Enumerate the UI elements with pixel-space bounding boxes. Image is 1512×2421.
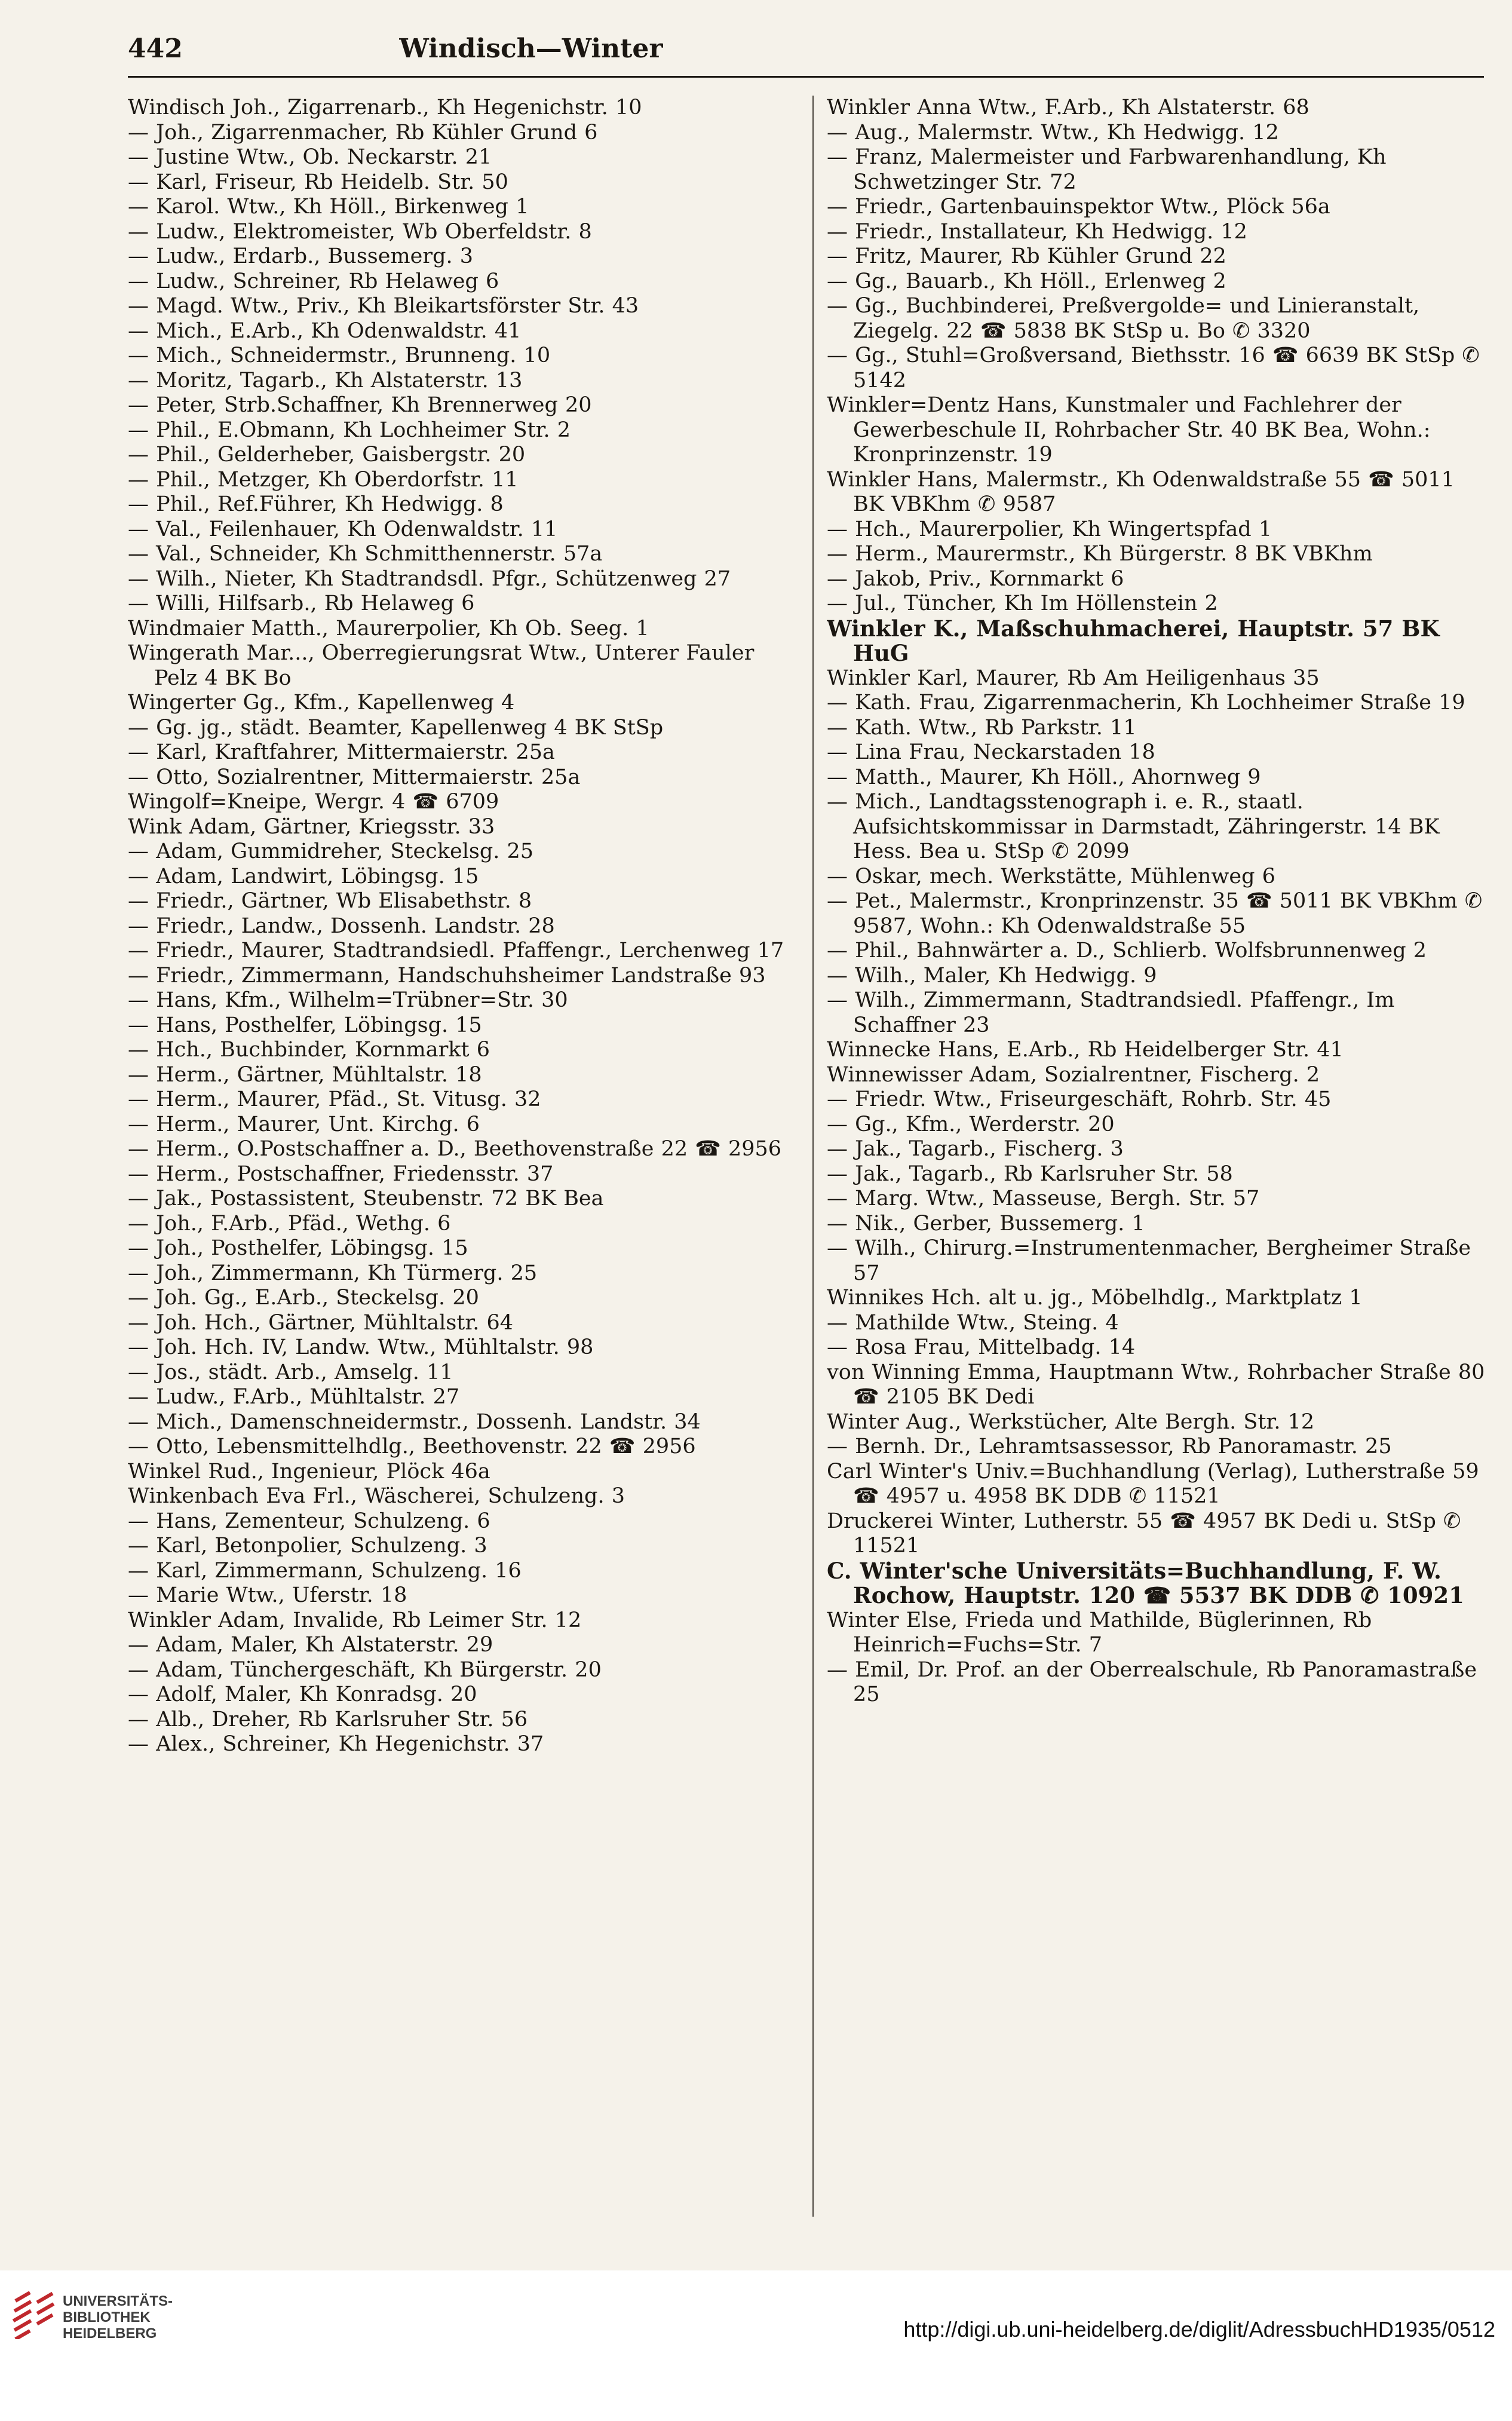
directory-entry: — Hans, Kfm., Wilhelm=Trübner=Str. 30	[128, 988, 568, 1012]
directory-entry: — Phil., Bahnwärter a. D., Schlierb. Wolfsbrunnenweg 2	[827, 939, 1427, 963]
directory-entry: — Kath. Wtw., Rb Parkstr. 11	[827, 715, 1137, 740]
footer-bar	[0, 2270, 1512, 2421]
directory-entry: — Moritz, Tagarb., Kh Alstaterstr. 13	[128, 368, 523, 393]
directory-entry: Winkler=Dentz Hans, Kunstmaler und Fachlehrer der Gewerbeschule II, Rohrbacher Str. 40 BK Bea, Wohn.: Kronprinzenstr. 19	[827, 393, 1431, 467]
directory-entry: Windmaier Matth., Maurerpolier, Kh Ob. Seeg. 1	[128, 616, 649, 641]
directory-entry: — Karol. Wtw., Kh Höll., Birkenweg 1	[128, 195, 529, 219]
directory-entry: — Jakob, Priv., Kornmarkt 6	[827, 566, 1124, 591]
directory-entry: — Jos., städt. Arb., Amselg. 11	[128, 1360, 453, 1384]
directory-entry: — Adam, Gummidreher, Steckelsg. 25	[128, 839, 534, 863]
directory-entry: — Karl, Friseur, Rb Heidelb. Str. 50	[128, 170, 508, 194]
source-url-link[interactable]: http://digi.ub.uni-heidelberg.de/diglit/AdressbuchHD1935/0512	[903, 2317, 1495, 2342]
library-name-line: UNIVERSITÄTS-	[63, 2293, 173, 2309]
directory-entry: Winnewisser Adam, Sozialrentner, Fischerg. 2	[827, 1062, 1320, 1087]
directory-entry: — Willi, Hilfsarb., Rb Helaweg 6	[128, 592, 475, 615]
directory-entry: Wink Adam, Gärtner, Kriegsstr. 33	[128, 814, 495, 839]
directory-entry: Windisch Joh., Zigarrenarb., Kh Hegenichstr. 10	[128, 96, 642, 119]
directory-entry: Winkenbach Eva Frl., Wäscherei, Schulzeng. 3	[128, 1484, 625, 1508]
directory-entry: Wingerter Gg., Kfm., Kapellenweg 4	[128, 691, 515, 715]
directory-entry: — Otto, Lebensmittelhdlg., Beethovenstr. 22 ☎ 2956	[128, 1435, 696, 1458]
directory-entry: — Herm., O.Postschaffner a. D., Beethovenstraße 22 ☎ 2956	[128, 1137, 782, 1161]
directory-entry: — Mich., Schneidermstr., Brunneng. 10	[128, 344, 551, 367]
running-head: Windisch—Winter	[399, 33, 663, 64]
directory-entry: — Jak., Postassistent, Steubenstr. 72 BK Bea	[128, 1187, 604, 1210]
directory-entry: — Friedr., Gärtner, Wb Elisabethstr. 8	[128, 889, 532, 913]
directory-entry: — Friedr. Wtw., Friseurgeschäft, Rohrb. Str. 45	[827, 1087, 1332, 1111]
directory-entry: Winkel Rud., Ingenieur, Plöck 46a	[128, 1459, 490, 1484]
directory-entry: — Alb., Dreher, Rb Karlsruher Str. 56	[128, 1707, 528, 1732]
directory-entry: — Friedr., Installateur, Kh Hedwigg. 12	[827, 219, 1247, 244]
page-number: 442	[128, 33, 183, 64]
column-divider	[812, 96, 814, 2217]
directory-entry: — Joh., F.Arb., Pfäd., Wethg. 6	[128, 1211, 451, 1236]
directory-entry: — Phil., Ref.Führer, Kh Hedwigg. 8	[128, 492, 504, 516]
directory-entry: — Herm., Postschaffner, Friedensstr. 37	[128, 1162, 554, 1186]
directory-entry: — Friedr., Gartenbauinspektor Wtw., Plöck 56a	[827, 195, 1330, 219]
right-column	[827, 96, 1490, 2223]
directory-entry: — Phil., Gelderheber, Gaisbergstr. 20	[128, 443, 526, 467]
directory-entry: — Jul., Tüncher, Kh Im Höllenstein 2	[827, 592, 1218, 615]
directory-entry: — Karl, Betonpolier, Schulzeng. 3	[128, 1534, 487, 1558]
directory-entry: — Joh. Hch. IV, Landw. Wtw., Mühltalstr. 98	[128, 1335, 594, 1359]
directory-entry: — Gg., Buchbinderei, Preßvergolde= und Linieranstalt, Ziegelg. 22 ☎ 5838 BK StSp u. Bo ✆ 3320	[827, 294, 1420, 343]
directory-entry: — Ludw., Elektromeister, Wb Oberfeldstr. 8	[128, 219, 592, 244]
library-name	[63, 2293, 218, 2342]
directory-entry: — Ludw., Schreiner, Rb Helaweg 6	[128, 269, 499, 293]
left-column-entries	[128, 96, 800, 1757]
directory-entry: — Franz, Malermeister und Farbwarenhandlung, Kh Schwetzinger Str. 72	[827, 145, 1387, 194]
directory-entry: — Adolf, Maler, Kh Konradsg. 20	[128, 1683, 477, 1706]
directory-entry: — Adam, Tünchergeschäft, Kh Bürgerstr. 20	[128, 1657, 602, 1682]
directory-entry: — Herm., Maurermstr., Kh Bürgerstr. 8 BK VBKhm	[827, 542, 1373, 566]
directory-entry: — Karl, Zimmermann, Schulzeng. 16	[128, 1558, 522, 1583]
directory-entry: — Bernh. Dr., Lehramtsassessor, Rb Panoramastr. 25	[827, 1435, 1392, 1458]
directory-entry: Winter Else, Frieda und Mathilde, Büglerinnen, Rb Heinrich=Fuchs=Str. 7	[827, 1608, 1372, 1657]
directory-entry: — Alex., Schreiner, Kh Hegenichstr. 37	[128, 1732, 544, 1756]
directory-entry: Winkler Anna Wtw., F.Arb., Kh Alstaterstr. 68	[827, 96, 1309, 119]
directory-entry: — Joh., Zimmermann, Kh Türmerg. 25	[128, 1261, 538, 1285]
page-header	[128, 31, 934, 67]
directory-entry: — Phil., Metzger, Kh Oberdorfstr. 11	[128, 467, 519, 492]
left-column	[128, 96, 800, 2223]
directory-entry: — Ludw., F.Arb., Mühltalstr. 27	[128, 1385, 460, 1409]
directory-entry: — Oskar, mech. Werkstätte, Mühlenweg 6	[827, 864, 1275, 888]
directory-entry: Druckerei Winter, Lutherstr. 55 ☎ 4957 BK Dedi u. StSp ✆ 11521	[827, 1509, 1461, 1558]
directory-entry: — Phil., E.Obmann, Kh Lochheimer Str. 2	[128, 418, 571, 442]
directory-entry: Winkler Karl, Maurer, Rb Am Heiligenhaus 35	[827, 666, 1320, 690]
directory-entry: Winkler Adam, Invalide, Rb Leimer Str. 12	[128, 1608, 582, 1632]
directory-entry: — Rosa Frau, Mittelbadg. 14	[827, 1335, 1136, 1359]
directory-entry: — Val., Schneider, Kh Schmitthennerstr. 57a	[128, 542, 603, 566]
directory-entry: — Matth., Maurer, Kh Höll., Ahornweg 9	[827, 765, 1261, 789]
directory-entry: — Joh. Hch., Gärtner, Mühltalstr. 64	[128, 1310, 514, 1335]
directory-entry: — Joh., Zigarrenmacher, Rb Kühler Grund 6	[128, 120, 598, 145]
directory-entry: — Friedr., Maurer, Stadtrandsiedl. Pfaffengr., Lerchenweg 17	[128, 939, 784, 963]
directory-entry: Winkler Hans, Malermstr., Kh Odenwaldstraße 55 ☎ 5011 BK VBKhm ✆ 9587	[827, 467, 1455, 516]
directory-entry: — Ludw., Erdarb., Bussemerg. 3	[128, 244, 474, 268]
directory-entry: — Mich., E.Arb., Kh Odenwaldstr. 41	[128, 318, 522, 343]
directory-entry: — Adam, Maler, Kh Alstaterstr. 29	[128, 1633, 493, 1657]
directory-entry: — Fritz, Maurer, Rb Kühler Grund 22	[827, 244, 1226, 268]
directory-entry: — Herm., Gärtner, Mühltalstr. 18	[128, 1062, 482, 1087]
directory-entry: Winnikes Hch. alt u. jg., Möbelhdlg., Marktplatz 1	[827, 1286, 1363, 1310]
directory-entry: — Adam, Landwirt, Löbingsg. 15	[128, 864, 479, 888]
directory-entry: — Hans, Posthelfer, Löbingsg. 15	[128, 1013, 482, 1037]
directory-entry: — Mich., Landtagsstenograph i. e. R., staatl. Aufsichtskommissar in Darmstadt, Zähringerstr. 14 BK Hess. Bea u. StSp ✆ 2099	[827, 790, 1440, 863]
directory-entry: — Hans, Zementeur, Schulzeng. 6	[128, 1509, 490, 1533]
directory-entry: — Hch., Maurerpolier, Kh Wingertspfad 1	[827, 517, 1272, 541]
directory-entry: — Gg., Stuhl=Großversand, Biethsstr. 16 ☎ 6639 BK StSp ✆ 5142	[827, 344, 1480, 393]
directory-entry: C. Winter'sche Universitäts=Buchhandlung, F. W. Rochow, Hauptstr. 120 ☎ 5537 BK DDB ✆ 10921	[827, 1557, 1464, 1608]
directory-entry: — Otto, Sozialrentner, Mittermaierstr. 25a	[128, 765, 581, 789]
directory-entry: — Pet., Malermstr., Kronprinzenstr. 35 ☎ 5011 BK VBKhm ✆ 9587, Wohn.: Kh Odenwaldstraße 55	[827, 889, 1483, 938]
library-name-line: HEIDELBERG	[63, 2325, 157, 2342]
directory-entry: — Wilh., Nieter, Kh Stadtrandsdl. Pfgr., Schützenweg 27	[128, 566, 731, 591]
directory-entry: Wingolf=Kneipe, Wergr. 4 ☎ 6709	[128, 790, 499, 814]
directory-entry: — Wilh., Maler, Kh Hedwigg. 9	[827, 963, 1157, 988]
directory-entry: — Mich., Damenschneidermstr., Dossenh. Landstr. 34	[128, 1409, 701, 1434]
directory-entry: Carl Winter's Univ.=Buchhandlung (Verlag), Lutherstraße 59 ☎ 4957 u. 4958 BK DDB ✆ 11521	[827, 1459, 1479, 1508]
directory-entry: — Herm., Maurer, Unt. Kirchg. 6	[128, 1112, 480, 1136]
directory-entry: — Karl, Kraftfahrer, Mittermaierstr. 25a	[128, 740, 555, 764]
directory-entry: — Val., Feilenhauer, Kh Odenwaldstr. 11	[128, 517, 558, 541]
directory-entry: — Wilh., Chirurg.=Instrumentenmacher, Bergheimer Straße 57	[827, 1236, 1471, 1285]
directory-entry: — Joh., Posthelfer, Löbingsg. 15	[128, 1236, 468, 1260]
directory-entry: — Jak., Tagarb., Fischerg. 3	[827, 1137, 1124, 1161]
directory-entry: Winter Aug., Werkstücher, Alte Bergh. Str. 12	[827, 1409, 1315, 1434]
directory-entry: Winnecke Hans, E.Arb., Rb Heidelberger Str. 41	[827, 1038, 1344, 1062]
directory-entry: — Aug., Malermstr. Wtw., Kh Hedwigg. 12	[827, 120, 1279, 145]
directory-entry: — Jak., Tagarb., Rb Karlsruher Str. 58	[827, 1162, 1233, 1186]
directory-entry: — Friedr., Zimmermann, Handschuhsheimer Landstraße 93	[128, 963, 766, 988]
directory-entry: — Joh. Gg., E.Arb., Steckelsg. 20	[128, 1286, 479, 1310]
directory-entry: — Gg. jg., städt. Beamter, Kapellenweg 4 BK StSp	[128, 715, 664, 740]
directory-entry: — Kath. Frau, Zigarrenmacherin, Kh Lochheimer Straße 19	[827, 691, 1465, 715]
directory-entry: — Hch., Buchbinder, Kornmarkt 6	[128, 1038, 490, 1062]
directory-entry: — Marie Wtw., Uferstr. 18	[128, 1583, 407, 1607]
directory-entry: — Emil, Dr. Prof. an der Oberrealschule, Rb Panoramastraße 25	[827, 1657, 1477, 1706]
directory-entry: von Winning Emma, Hauptmann Wtw., Rohrbacher Straße 80 ☎ 2105 BK Dedi	[827, 1360, 1485, 1409]
right-column-entries	[827, 96, 1490, 1708]
library-name-line: BIBLIOTHEK	[63, 2309, 151, 2325]
directory-entry: Wingerath Mar..., Oberregierungsrat Wtw., Unterer Fauler Pelz 4 BK Bo	[128, 641, 755, 690]
directory-entry: — Justine Wtw., Ob. Neckarstr. 21	[128, 145, 492, 169]
directory-entry: — Peter, Strb.Schaffner, Kh Brennerweg 20	[128, 393, 592, 417]
university-library-logo-icon	[12, 2291, 60, 2339]
directory-entry: — Lina Frau, Neckarstaden 18	[827, 740, 1155, 764]
directory-entry: — Wilh., Zimmermann, Stadtrandsiedl. Pfaffengr., Im Schaffner 23	[827, 988, 1395, 1037]
directory-entry: — Gg., Bauarb., Kh Höll., Erlenweg 2	[827, 269, 1226, 293]
directory-entry: Winkler K., Maßschuhmacherei, Hauptstr. 57 BK HuG	[827, 615, 1440, 666]
directory-entry: — Gg., Kfm., Werderstr. 20	[827, 1112, 1115, 1136]
directory-entry: — Marg. Wtw., Masseuse, Bergh. Str. 57	[827, 1187, 1260, 1210]
directory-entry: — Herm., Maurer, Pfäd., St. Vitusg. 32	[128, 1087, 541, 1111]
directory-entry: — Mathilde Wtw., Steing. 4	[827, 1310, 1119, 1335]
directory-entry: — Nik., Gerber, Bussemerg. 1	[827, 1211, 1145, 1236]
header-rule	[128, 76, 1484, 78]
directory-entry: — Friedr., Landw., Dossenh. Landstr. 28	[128, 914, 555, 938]
directory-entry: — Magd. Wtw., Priv., Kh Bleikartsförster Str. 43	[128, 294, 639, 318]
